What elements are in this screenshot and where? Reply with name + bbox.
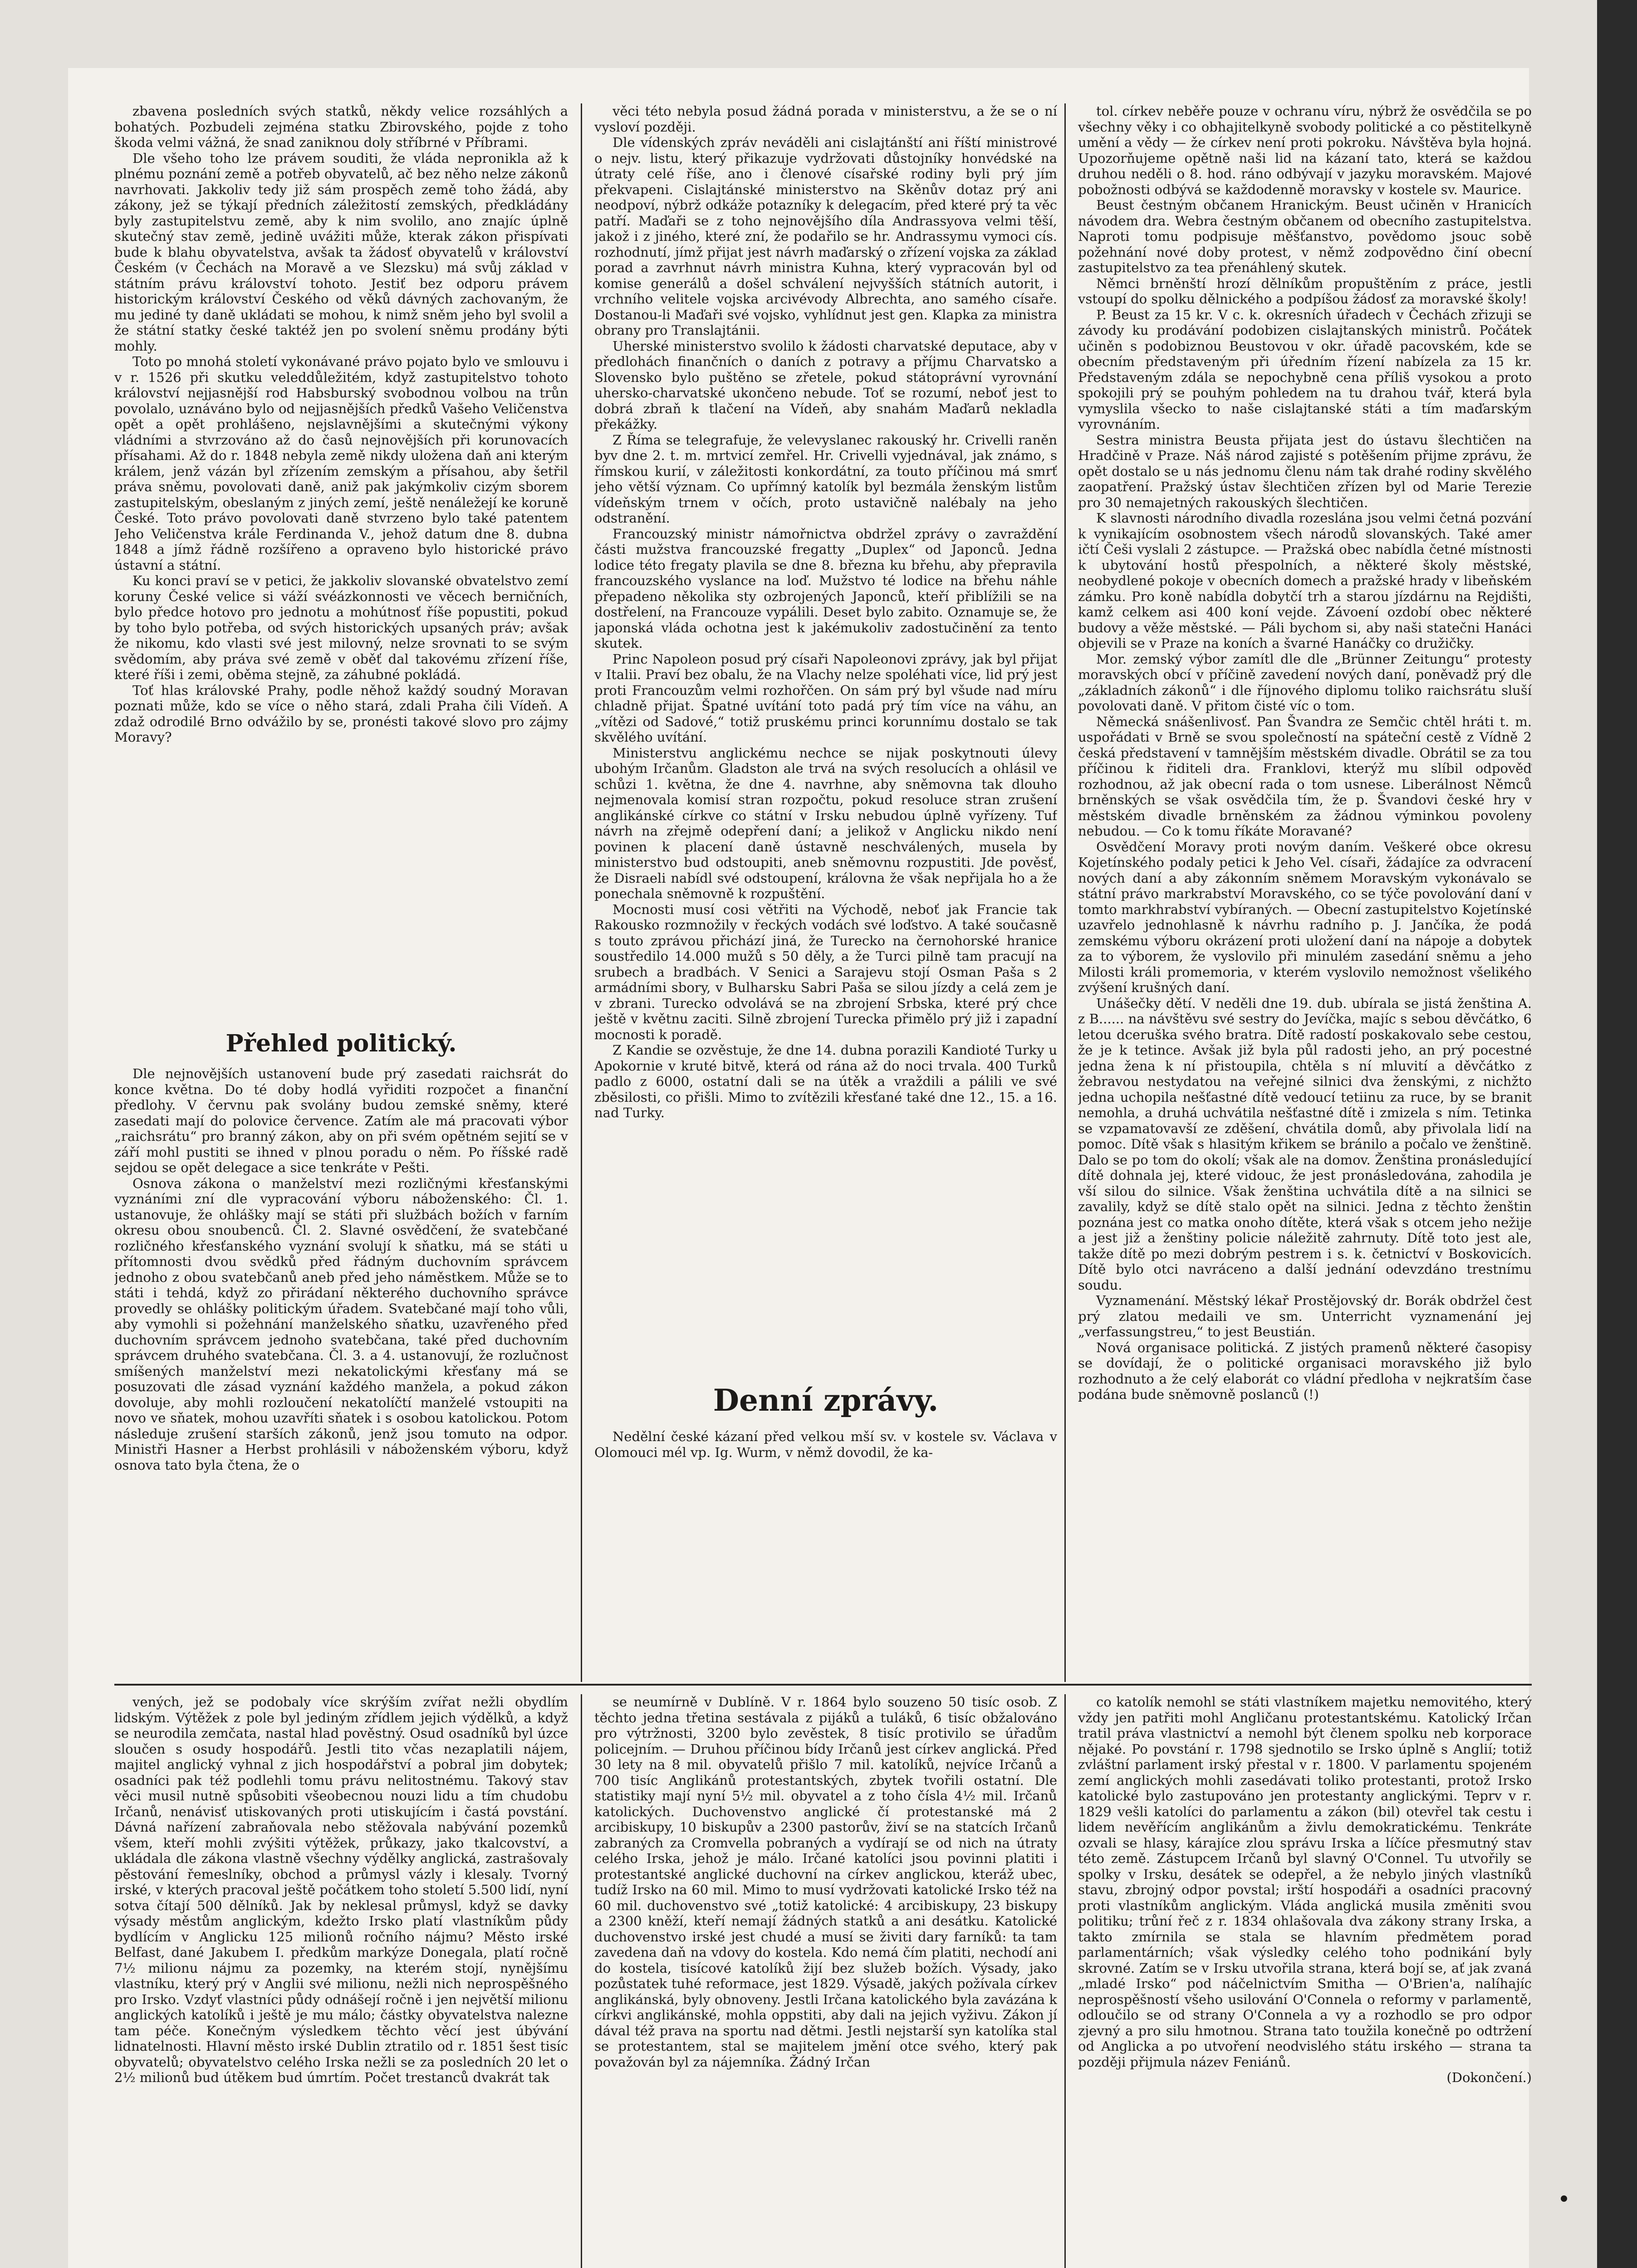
column-rule: [1064, 1694, 1066, 2268]
denni-zpravy-intro: [594, 1429, 1057, 1460]
column-rule: [581, 103, 582, 1682]
paragraph: Nová organisace politická. Z jistých pramenů některé časopisy se dovídají, že o politické organisaci moravského již bylo rozhodnuto a že celý elaborát co vládní předloha v nejkratším čase podána bude sněmovně poslanců (!): [1078, 1339, 1532, 1402]
paragraph: Z Říma se telegrafuje, že velevyslanec rakouský hr. Crivelli raněn byv dne 2. t. m. mrtvicí zemřel. Hr. Crivelli vyjednával, jak známo, s římskou kurií, v záležitosti konkordátní, za touto příčinou má smrť jeho větší význam. Co upřímný katolík byl bezmála ženským listům vídeňským trnem v očích, proto ustavičně nalébaly na jeho odstranění.: [594, 432, 1057, 526]
paragraph: vených, jež se podobaly více skrýším zvířat nežli obydlím lidským. Výtěžek z pole byl jediným zřídlem jejich výdělků, a když se neurodila zemčata, nastal hlad pověstný. Osud osadníků byl úzce sloučen s osudy hospodářů. Jestli tito včas nezaplatili nájem, majitel anglický vyhnal z jich hospodářství a pobral jim dobytek; osadníci pak též podlehli tomu právu nelitostnému. Takový stav věci musil nutně spůsobiti všeobecnou nouzi lidu a tím chudobu Irčanů, nenávisť utiskovaných proti utiskujícím i častá povstání. Dávná nařízení zabraňovala nebo stěžovala nabývání pozemků všem, kteří mohli zvýšiti výtěžek, průkazy, jako tkalcovství, a ukládala dle zákona vlastně všechny výdělky anglická, zastrašovaly pěstování řemeslníky, obchod a průmysl vázly i klesaly. Tvorný irské, v kterých pracoval ještě počátkem toho století 5.500 lidí, nyní sotva čítají 500 dělníků. Jak by neklesal průmysl, když se davky výsady městům anglickým, kdežto Irsko platí vlastníkům půdy bydlícím v Anglicku 125 milionů ročního nájmu? Město irské Belfast, dané Jakubem I. předkům markýze Donegala, platí ročně 7½ milionu nájmu za pozemky, na kterém stojí, nynějšímu vlastníku, který prý v Anglii své milionu, nežli nich neprospěšného pro Irsko. Vzdyť vlastníci půdy odnášejí ročně i jen největší milionu anglických katolíků i ještě je mu málo; částky obyvatelstva nalezne tam péče. Konečným výsledkem těchto věcí jest úbývání lidnatelnosti. Hlavní město irské Dublin ztratilo od r. 1851 šest tisíc obyvatelů; obyvatelstvo celého Irska nežli se za posledních 20 let o 2½ milionů bud útěkem bud úmrtím. Počet trestanců dvakrát tak: [114, 1694, 568, 2085]
column-prehled: [114, 1066, 568, 1683]
scan-edge-shadow: [1597, 0, 1637, 2268]
section-divider: [114, 1684, 1532, 1686]
paragraph: zbavena posledních svých statků, někdy velice rozsáhlých a bohatých. Pozbudeli zejména statku Zbirovského, pojde z toho škoda velmi vážná, že snad zaniknou doly stříbrné v Příbrami.: [114, 103, 568, 150]
paragraph: Uherské ministerstvo svolilo k žádosti charvatské deputace, aby v předlohách finančních o daních z potravy a příjmu Charvatsko a Slovensko bylo puštěno se zřetele, pokud státoprávní vyrovnání uhersko-charvatské ukončeno nebude. Toť se rozumí, neboť jest to dobrá zbraň k tlačení na Vídeň, aby snahám Maďarů nekladla překážky.: [594, 338, 1057, 432]
paragraph: Němci brněnští hrozí dělníkům propuštěním z práce, jestli vstoupí do spolku dělnického a podpíšou žádosť za moravské školy!: [1078, 275, 1532, 307]
column-top-2: [594, 103, 1057, 1374]
column-bottom-2: [594, 1694, 1057, 2268]
paragraph: Dle vídenských zpráv neváděli ani cislajtánští ani říští ministrové o nejv. listu, který přikazuje vydržovati důstojníky honvédské na útraty celé říše, ano i členové císařské rodiny byli prý jím překvapeni. Cislajtánské ministerstvo na Skěnův dotaz prý ani neodpoví, nýbrž odkáže potazníky k delegacím, před které prý ta věc patří. Maďaři se z toho nejnovějšího díla Andrassyova velmi těší, jakož i z jiného, které zní, že podařilo se hr. Andrassymu vymoci cís. rozhodnutí, jímž přijat jest návrh maďarský o zřízení vojska za základ porad a zavrhnut návrh ministra Kuhna, který vypracován byl od komise generálů a došel schválení nejvyšších státních autorit, i vrchního velitele vojska arcivévody Albrechta, ano samého císaře. Dostanou-li Maďaři své vojsko, vyhlídnut jest gen. Klapka za ministra obrany pro Translajtánii.: [594, 135, 1057, 338]
paragraph: Mor. zemský výbor zamítl dle dle „Brünner Zeitungu“ protesty moravských obcí v příčině zavedení nových daní, poněvadž prý dle „základních zákonů“ i dle říjnového diplomu toliko raichsrátu sluší povolovati daně. V přitom čisté víc o tom.: [1078, 651, 1532, 714]
print-mark: [1561, 2195, 1567, 2202]
paragraph: Beust čestným občanem Hranickým. Beust učiněn v Hranicích návodem dra. Webra čestným občanem od obecního zastupitelstva. Naproti tomu podpisuje měšťanstvo, povědomo jsouc sobě požehnání nové doby protest, v němž zodpovědno činí obecní zastupitelstvo za tea přenáhlený skutek.: [1078, 197, 1532, 275]
paragraph: Sestra ministra Beusta přijata jest do ústavu šlechtičen na Hradčině v Praze. Náš národ zajisté s potěšením přijme zprávu, že opět dostalo se u nás jednomu členu nám tak drahé rodiny skvělého zaopatření. Pražský ústav šlechtičen zřízen byl od Marie Terezie pro 30 nemajetných rakouských šlechtičen.: [1078, 432, 1532, 510]
column-top-3: [1078, 103, 1532, 1659]
paragraph: Toť hlas královské Prahy, podle něhož každý soudný Moravan poznati může, kdo se více o něho stará, zdali Praha čili Vídeň. A zdaž odrodilé Brno odvážilo by se, pronésti takové slovo pro zájmy Moravy?: [114, 682, 568, 745]
paragraph: Nedělní české kázaní před velkou mší sv. v kostele sv. Václava v Olomouci mél vp. Ig. Wurm, v němž dovodil, že ka-: [594, 1429, 1057, 1460]
paragraph: (Dokončení.): [1446, 2070, 1532, 2085]
paragraph: Z Kandie se ozvěstuje, že dne 14. dubna porazili Kandioté Turky u Apokornie v kruté bitvě, která od rána až do noci trvala. 400 Turků padlo z 6000, ostatní dali se na útěk a vraždili a pálili ve své zběsilosti, co přišli. Mimo to zvítězili křesťané také dne 12., 15. a 16. nad Turky.: [594, 1042, 1057, 1120]
paragraph: Vyznamenání. Městský lékař Prostějovský dr. Borák obdržel čest prý zlatou medaili ve sm. Unterricht vyznamenání jej „verfassungstreu,“ to jest Beustián.: [1078, 1293, 1532, 1339]
paragraph: Ku konci praví se v petici, že jakkoliv slovanské obvatelstvo zemí koruny České velice si váží svéázkonnosti ve věcech berničních, bylo předce hotovo pro jednotu a mohútnosť říše popustiti, pokud by toho bylo potřeba, od svých historických upsaných práv; avšak že nikomu, kdo vlasti své jest milovný, nelze srovnati to se svým svědomím, aby práva své země v oběť dal takovému zřízení říše, které říši i zemi, oběma stejně, za záhubné pokládá.: [114, 573, 568, 682]
paragraph: K slavnosti národního divadla rozeslána jsou velmi četná pozvání k vynikajícím osobnostem všech národů slovanských. Také amer ičtí Češi vyslali 2 zástupce. — Pražská obec nabídla četné místnosti k ubytování hostů přespolních, a některé školy městské, neobydlené pokoje v obecních domech a pražské hrady v libeňském zámku. Pro koně nabídla dobytčí trh a starou jízdárnu na Rejdišti, kamž celkem asi 400 koní vejde. Závoení ozdobí obec některé budovy a věže městské. — Páli bychom si, aby naši statečni Hanáci objevili se v Praze na koních a švarné Hanáčky co družičky.: [1078, 510, 1532, 651]
heading-denni-zpravy: Denní zprávy.: [713, 1383, 939, 1418]
column-rule: [581, 1694, 582, 2268]
column-bottom-1: [114, 1694, 568, 2268]
paragraph: tol. církev neběře pouze v ochranu víru, nýbrž že osvědčila se po všechny věky i co obhajitelkyně svobody politické a co pěstitelkyně umění a vědy — že církev není proti pokroku. Návštěva byla hojná. Upozorňujeme opětně naši lid na kázaní tato, která se každou druhou neděli o 8. hod. ráno odbývají v jazyku moravském. Majové pobožnosti odbývá se každodenně moravsky v kostele sv. Maurice.: [1078, 103, 1532, 197]
paragraph: věci této nebyla posud žádná porada v ministerstvu, a že se o ní vysloví později.: [594, 103, 1057, 135]
paragraph: Toto po mnohá století vykonávané právo pojato bylo ve smlouvu i v r. 1526 při skutku veleddůležitém, když zastupitelstvo tohoto království nejjasnější rod Habsburský svobodnou volbou na trůn povolalo, uznáváno bylo od nejjasnějších předků Vašeho Veličenstva opět a opět prohlášeno, nejslavnějšími a skutečnými výkony vládními a stvrzováno až do časů nejnovějších při korunovacích přísahami. Až do r. 1848 nebyla země nikdy uložena daň ani kterým králem, jenž vázán byl zřízením zemským a přísahou, aby šetřil práva sněmu, povolovati daně, aniž pak jakýmkoliv cizým sborem zastupitelským, obeslaným z jiných zemí, ještě nenáležejí ke koruně České. Toto právo povolovati daně stvrzeno bylo také patentem Jeho Veličenstva krále Ferdinanda V., jehož datum dne 8. dubna 1848 a jímž řádně rozšířeno a opraveno bylo historické právo ústavní a státní.: [114, 354, 568, 573]
paragraph: Princ Napoleon posud prý císaři Napoleonovi zprávy, jak byl přijat v Italii. Praví bez obalu, že na Vlachy nelze spoléhati více, lid prý jest proti Francouzům velmi rozhořčen. On sám prý byl všude nad míru chladně přijat. Špatné uvítání toto padá prý tím více na váhu, an „vítězi od Sadové,“ totiž pruskému princi korunnímu dostalo se tak skvělého uvítání.: [594, 651, 1057, 745]
paragraph: P. Beust za 15 kr. V c. k. okresních úřadech v Čechách zřizuji se závody ku prodávání podobizen cislajtanských ministrů. Počátek učiněn s podobiznou Beustovou v okr. úřadě pacovském, kde se obecním představeným při úředním řízení nabízela za 15 kr. Představeným zdála se nepochybně cena příliš vysokou a proto spokojili prý se pouhým pohledem na tu drahou tvář, která byla vymyslila všecko to naše cislajtanské státi a tím maďarským vyrovnáním.: [1078, 307, 1532, 432]
paragraph: Osnova zákona o manželství mezi rozličnými křesťanskými vyznáními zní dle vypracování výboru náboženského: Čl. 1. ustanovuje, že ohlášky mají se státi při službách božích v farním okresu obou snoubenců. Čl. 2. Slavné osvědčení, že svatebčané rozličného křesťanského vyznání svolují k sňatku, má se státi u přítomnosti dvou svědků před řádným duchovním správcem jednoho z obou svatebčanů aneb před jeho náměstkem. Může se to státi i tehdá, když zo přirádaní některého duchovního správce provedly se ohlášky politickým úřadem. Svatebčané mají toho vůli, aby vymohli si požehnání manželského sňatku, uzavřeného před duchovním správcem jednoho svatebčana, také před duchovním správcem druhého svatebčana. Čl. 3. a 4. ustanovují, že rozlučnost smíšených manželství mezi nekatolickými křesťany má se posuzovati dle zásad vyznání každého manžela, a pokud zákon dovoluje, aby mohli rozloučení nekatolíčtí manželé vstoupiti na novo ve sňatek, mohou uzavříti sňatek i s osobou katolickou. Potom následuje zrušení starších zákonů, jenž jsou tomuto na odpor. Ministři Hasner a Herbst prohlásili v náboženském výboru, když osnova tato byla čtena, že o: [114, 1175, 568, 1473]
paragraph: co katolík nemohl se státi vlastníkem majetku nemovitého, který vždy jen patřiti mohl Angličanu protestantskému. Katolický Irčan tratil práva vlastnictví a nemohl být členem spolku neb korporace nějaké. Po povstání r. 1798 sjednotilo se Irsko úplně s Anglií; totiž zvláštní parlament irský přestal v r. 1800. V parlamentu spojeném zemí anglických mohli zasedávati toliko protestanti, protož Irsko katolické bylo zastupováno jen protestanty anglickými. Teprv v r. 1829 vešli katolíci do parlamentu a zákon (bil) otevřel tak cestu i lidem nevěřícím anglikánům a živlu demokratickému. Tenkráte ozvali se hlasy, kárajíce zlou správu Irska a líčíce přesmutný stav této země. Zástupcem Irčanů byl slavný O'Connel. Tu utvořily se spolky v Irsku, desátek se odepřel, a že nebylo jiných vlastníků stavu, zbrojný odpor povstal; irští hospodáři a osadníci pracovný proti vlastníkům anglickým. Vláda anglická musila změniti svou politiku; trůní řeč z r. 1834 ohlašovala dva zákony strany Irska, a takto zmírnila se stala se hlavním předmětem porad parlamentárních; však výsledky celého toho podnikání byly skrovné. Zatím se v Irsku utvořila strana, která bojí se, ať jak zvaná „mladé Irsko“ pod náčelnictvím Smitha — O'Brien'a, nalíhajíc neprospěšností všeho usilování O'Connela o reformy v parlamentě, odloučilo se od strany O'Connela a vy a rozhodlo se pro odpor zjevný a pro silu hmotnou. Strana tato toužila konečně po odtržení od Anglicka a po utvoření neodvislého státu irského — strana ta později přijmula název Feniánů.: [1078, 1694, 1532, 2070]
paragraph: se neumírně v Dublíně. V r. 1864 bylo souzeno 50 tisíc osob. Z těchto jedna třetina sestávala z pijáků a tuláků, 6 tisíc obžalováno pro výtržnosti, 3200 bylo zevěstek, 8 tisíc protivilo se úřadům policejním. — Druhou příčinou bídy Irčanů jest církev anglická. Před 30 lety na 8 mil. obyvatelů přišlo 7 mil. katolíků, nejvíce Irčanů a 700 tisíc Anglikánů protestantských, zbytek tvořili ostatní. Dle statistiky mají nyní 5½ mil. obyvatel a z toho čísla 4½ mil. Irčanů katolických. Duchovenstvo anglické čí protestanské má 2 arcibiskupy, 10 biskupův a 2300 pastorův, živí se na statcích Irčanů zabraných za Cromvella pobraných a vydírají se od nich na útraty celého Irska, jehož je málo. Irčané katolíci jsou povinni platiti i protestantské anglické duchovní na církev anglickou, kteráž ubec, tudíž Irsko na 60 mil. Mimo to musí vydržovati katolické Irsko též na 60 mil. duchovenstvo své „totiž katolické: 4 arcibiskupy, 23 biskupy a 2300 kněží, kteří nemají žádných statků a ani desátku. Katolické duchovenstvo irské jest chudé a musí se živiti dary farníků: ta tam zavedena daň na vdovy do kostela. Kdo nemá čím platiti, nechodí ani do kostela, tisícové katolíků žijí bez služeb božích. Výsady, jako pozůstatek tuhé reformace, jest 1829. Výsadě, jakých požívala církev anglikánská, byly obnoveny. Jestli Irčana katolického byla zavázána k církvi anglikánské, mohla oppstiti, aby dali na jejich vyživu. Zákon jí dával též prava na sportu nad dětmi. Jestli nejstarší syn katolíka stal se protestantem, stal se majitelem jmění otce svého, který pak považován byl za nájemníka. Žádný Irčan: [594, 1694, 1057, 2070]
paragraph: Unášečky dětí. V neděli dne 19. dub. ubírala se jistá ženština A. z B...... na návštěvu své sestry do Jevíčka, majíc s sebou děvčátko, 6 letou dceruška svého bratra. Dítě radostí poskakovalo sebe cestou, že je k tetince. Avšak již byla půl radosti jeho, an prý pocestné jedna žena k ní přistoupila, chtěla s ní mluvití a děvčátko z žebravou nestydatou na veřejné silnici dva ženskými, z nichžto jedna uchopila nešťastné dítě vedoucí tetiinu za ruce, by se branit nemohla, a druhá uchvátila nešťastné dítě i zmizela s ním. Tetinka se vzpamatovavší ze zděšení, chvátila domů, aby přivolala lidí na pomoc. Dítě však s hlasitým křikem se bránilo a počalo ve ženštině. Dalo se po tom do okolí; však ale na domov. Ženština pronásledující dítě dohnala jej, které vidouc, že jest pronásledována, zahodila je vší silou do silnice. Však ženština uchvátila dítě a na silnici se zavalily, když se dítě stalo opět na silnici. Jedna z těchto ženštin poznána jest co matka onoho dítěte, která však s otcem jeho nežije a jest již a ženštiny policie náležitě zahrnuty. Dítě toto jest ale, takže dítě po mezi dobrým pestrem i s. k. četnictví v Boskovicích. Dítě bylo otci navráceno a další jednání odevzdáno trestnímu soudu.: [1078, 995, 1532, 1293]
paragraph: Mocnosti musí cosi větřiti na Východě, neboť jak Francie tak Rakousko rozmnožily v řeckých vodách své loďstvo. A také současně s touto zprávou přichází jiná, že Turecko na černohorské hranice soustředilo 14.000 mužů s 50 děly, a že Turci pilně tam pracují na srubech a bradbách. V Senici a Sarajevu stojí Osman Paša s 2 armádními sbory, v Bulharsku Sabri Paša se silou jízdy a celá zem je v zbrani. Turecko odvolává se na zbrojení Srbska, které prý chce ještě v květnu zaciti. Silně zbrojení Turecka přimělo prý již i zapadní mocnosti k poradě.: [594, 901, 1057, 1042]
heading-prehled-politicky: Přehled politický.: [225, 1030, 457, 1057]
column-bottom-3: [1078, 1694, 1532, 2268]
paragraph: Dle všeho toho lze právem souditi, že vláda nepronikla až k plnému poznání země a potřeb obyvatelů, ač bez něho nelze zákonů navrhovati. Jakkoliv tedy již sám prospěch země toho žádá, aby zákony, jež se týkají předních záležitostí zemských, předkládány byly zastupitelstvu země, aby k nim svolilo, ano znajíc úplně skutečný stav země, jedině uvážiti může, kterak zákon přispívati bude k blahu obyvatelstva, avšak ta žádosť obyvatelů v království Českém (v Čechách na Moravě a ve Slezsku) má svůj základ v státním právu království tohoto. Jestiť bez odporu právem historickým království Českého od věků dávných zachovaným, že mu jediné ty daně ukládati se mohou, k nimž sněm jeho byl svolil a že státní statky české taktéž jen po svolení sněmu prodány býti mohly.: [114, 150, 568, 354]
column-rule: [1064, 103, 1066, 1682]
paragraph: Německá snášenlivosť. Pan Švandra ze Semčic chtěl hráti t. m. uspořádati v Brně se svou společností na spáteční cestě z Vídně 2 česká představení v tamnějším městském divadle. Obrátil se za tou příčinou k řiditeli dra. Franklovi, kterýž mu slíbil odpověď rozhodnou, až jak obecní rada o tom usnese. Liberálnost Němců brněnských se však osvědčila tím, že p. Švandovi české hry v městském divadle brněnském za žádnou výminkou povoleny nebudou. — Co k tomu říkáte Moravané?: [1078, 714, 1532, 839]
paragraph: Ministerstvu anglickému nechce se nijak poskytnouti úlevy ubohým Irčanům. Gladston ale trvá na svých resolucích a ohlásil ve schůzi 1. května, že dne 4. navrhne, aby sněmovna tak dlouho nejmenovala komisí stran rozpočtu, pokud resoluce stran zrušení anglikánské církve co státní v Irsku nebudou úplně vyřízeny. Tuf návrh na zřejmě odepření daní; a jelikož v Anglicku nikdo není povinen k placení daně ústavně neschválených, musela by ministerstvo bud odstoupiti, aneb sněmovnu rozpustiti. Jde pověsť, že Disraeli nabídl své odstoupení, královna že však nepřijala ho a že ponechala sněmovně k rozpuštění.: [594, 745, 1057, 901]
paragraph: Francouzský ministr námořnictva obdržel zprávy o zavraždění části mužstva francouzské fregatty „Duplex“ od Japonců. Jedna lodice této fregaty plavila se dne 8. března ku břehu, aby přepravila francouzského vyslance na loď. Mužstvo té lodice na břehu náhle přepadeno několika sty ozbrojených Japonců, kteří přiblížili se na dostřelení, na Francouze vypálili. Deset bylo zabito. Oznamuje se, že japonská vláda ochotna jest k jakémukoliv zadostučinění za tento skutek.: [594, 526, 1057, 651]
paragraph: Osvědčení Moravy proti novým daním. Veškeré obce okresu Kojetínského podaly petici k Jeho Vel. císaři, žádajíce za odvracení nových daní a aby zákonním sněmem Moravským vykonávalo se státní právo markrabství Moravského, co se týče povolování daní v tomto markhrabství vybíraných. — Obecní zastupitelstvo Kojetínské uzavřelo jednohlasně k návrhu radního p. J. Jančíka, že podá zemskému výboru okrázení proti uložení daní na nápoje a dobytek za to výborem, že vyslovilo při minulém zasedání sněmu a jeho Milosti králi promemoria, v kterém vyslovilo nemožnost všelikého zvýšení krušných daní.: [1078, 839, 1532, 995]
paragraph: Dle nejnovějších ustanovení bude prý zasedati raichsrát do konce května. Do té doby hodlá vyřiditi rozpočet a finanční předlohy. V červnu pak svolány budou zemské sněmy, které zasedati mají do polovice července. Zatím ale má pracovati výbor „raichsrátu“ pro branný zákon, aby on při svém opětném sejití se v září mohl pustiti se ihned v plnou poradu o něm. Po říšské radě sejdou se opět delegace a sice tenkráte v Pešti.: [114, 1066, 568, 1175]
